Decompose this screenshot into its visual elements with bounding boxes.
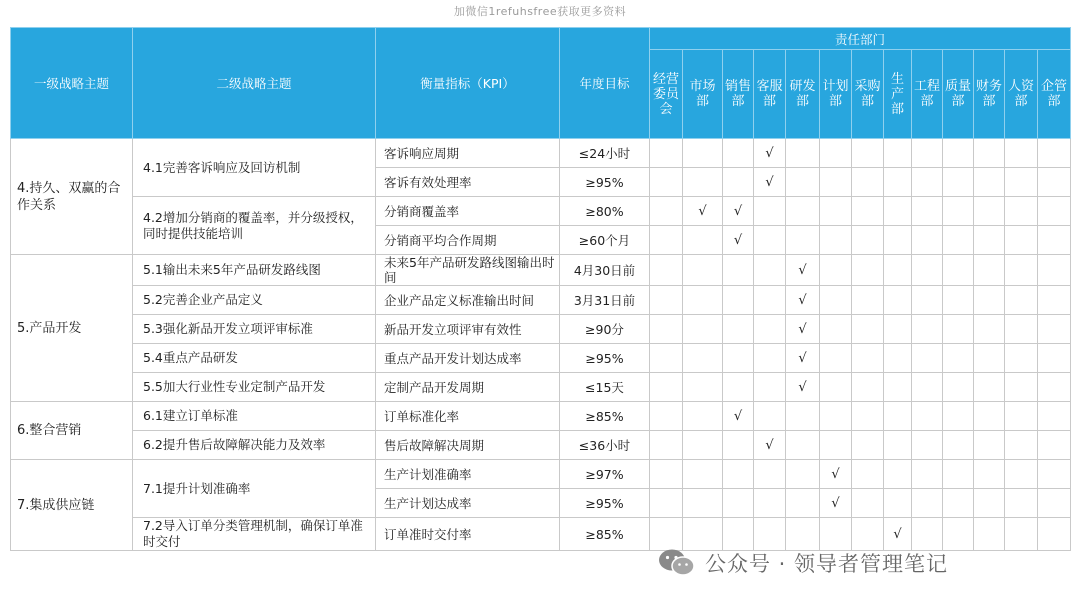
responsibility-cell: [974, 489, 1005, 518]
responsibility-cell: [1005, 255, 1038, 286]
responsibility-cell: [754, 286, 786, 315]
responsibility-cell: [820, 518, 852, 551]
responsibility-cell: [912, 226, 943, 255]
responsibility-cell: [884, 197, 912, 226]
responsibility-cell: [754, 315, 786, 344]
responsibility-cell: [912, 431, 943, 460]
header-dept: 研发部: [786, 50, 820, 139]
responsibility-cell: [820, 139, 852, 168]
table-row: [11, 255, 1071, 286]
responsibility-cell: [723, 489, 754, 518]
table-row: [11, 402, 1071, 431]
responsibility-cell: [884, 168, 912, 197]
responsibility-cell: [1038, 460, 1071, 489]
kpi-cell: 生产计划达成率: [376, 489, 560, 518]
responsibility-cell: [683, 402, 723, 431]
theme2-cell: 5.5加大行业性专业定制产品开发: [133, 373, 376, 402]
responsibility-cell: [912, 315, 943, 344]
responsibility-cell: [683, 255, 723, 286]
responsibility-cell: [786, 139, 820, 168]
responsibility-cell: [820, 286, 852, 315]
strategy-kpi-table: [10, 27, 1071, 551]
responsibility-cell: [650, 286, 683, 315]
responsibility-cell: [820, 315, 852, 344]
responsibility-cell: [650, 226, 683, 255]
kpi-cell: 客诉有效处理率: [376, 168, 560, 197]
responsibility-cell: [912, 286, 943, 315]
theme2-cell: 4.1完善客诉响应及回访机制: [133, 139, 376, 197]
responsibility-cell: [974, 255, 1005, 286]
responsibility-cell: [943, 139, 974, 168]
responsibility-cell: [683, 373, 723, 402]
responsibility-cell: [1005, 226, 1038, 255]
responsibility-cell: [683, 168, 723, 197]
responsibility-cell: [683, 226, 723, 255]
theme2-cell: 4.2增加分销商的覆盖率，并分级授权，同时提供技能培训: [133, 197, 376, 255]
header-dept: 市场部: [683, 50, 723, 139]
responsibility-cell: [820, 373, 852, 402]
responsibility-cell: [943, 489, 974, 518]
responsibility-cell: [1038, 168, 1071, 197]
responsibility-cell: [683, 518, 723, 551]
responsibility-cell: [723, 460, 754, 489]
responsibility-cell: [723, 315, 754, 344]
theme2-cell: 6.2提升售后故障解决能力及效率: [133, 431, 376, 460]
kpi-cell: 分销商平均合作周期: [376, 226, 560, 255]
bottom-watermark-text: 公众号 · 领导者管理笔记: [705, 552, 949, 576]
kpi-cell: 定制产品开发周期: [376, 373, 560, 402]
table-row: [11, 139, 1071, 168]
header-dept: 经营委员会: [650, 50, 683, 139]
theme1-cell: 5.产品开发: [11, 255, 133, 402]
responsibility-cell: [912, 460, 943, 489]
target-cell: ≤15天: [560, 373, 650, 402]
theme2-cell: 7.1提升计划准确率: [133, 460, 376, 518]
responsibility-cell: [754, 489, 786, 518]
responsibility-cell: [912, 402, 943, 431]
responsibility-cell: [974, 518, 1005, 551]
check-mark: √: [683, 197, 723, 226]
responsibility-cell: [683, 315, 723, 344]
header-dept: 质量部: [943, 50, 974, 139]
responsibility-cell: [820, 344, 852, 373]
responsibility-cell: [852, 344, 884, 373]
theme2-cell: 5.2完善企业产品定义: [133, 286, 376, 315]
responsibility-cell: [1038, 344, 1071, 373]
target-cell: ≥97%: [560, 460, 650, 489]
responsibility-cell: [884, 373, 912, 402]
responsibility-cell: [1005, 402, 1038, 431]
responsibility-cell: [820, 197, 852, 226]
responsibility-cell: [943, 460, 974, 489]
responsibility-cell: [754, 197, 786, 226]
responsibility-cell: [974, 168, 1005, 197]
responsibility-cell: [786, 168, 820, 197]
responsibility-cell: [852, 226, 884, 255]
kpi-cell: 企业产品定义标准输出时间: [376, 286, 560, 315]
header-kpi: 衡量指标（KPI）: [376, 28, 560, 139]
check-mark: √: [786, 286, 820, 315]
theme2-cell: 7.2导入订单分类管理机制，确保订单准时交付: [133, 518, 376, 551]
responsibility-cell: [650, 431, 683, 460]
responsibility-cell: [650, 460, 683, 489]
responsibility-cell: [820, 226, 852, 255]
header-dept: 生产部: [884, 50, 912, 139]
responsibility-cell: [912, 373, 943, 402]
kpi-cell: 分销商覆盖率: [376, 197, 560, 226]
responsibility-cell: [820, 168, 852, 197]
responsibility-cell: [723, 286, 754, 315]
theme1-cell: 6.整合营销: [11, 402, 133, 460]
responsibility-cell: [1038, 226, 1071, 255]
responsibility-cell: [683, 460, 723, 489]
header-target: 年度目标: [560, 28, 650, 139]
responsibility-cell: [884, 402, 912, 431]
table-row: [11, 518, 1071, 551]
responsibility-cell: [884, 139, 912, 168]
kpi-cell: 订单准时交付率: [376, 518, 560, 551]
header-theme2: 二级战略主题: [133, 28, 376, 139]
kpi-cell: 重点产品开发计划达成率: [376, 344, 560, 373]
target-cell: ≤24小时: [560, 139, 650, 168]
header-dept: 采购部: [852, 50, 884, 139]
check-mark: √: [723, 402, 754, 431]
responsibility-cell: [974, 197, 1005, 226]
theme2-cell: 5.4重点产品研发: [133, 344, 376, 373]
responsibility-cell: [974, 315, 1005, 344]
responsibility-cell: [943, 344, 974, 373]
responsibility-cell: [884, 344, 912, 373]
target-cell: ≥90分: [560, 315, 650, 344]
responsibility-cell: [754, 518, 786, 551]
responsibility-cell: [650, 315, 683, 344]
header-dept: 计划部: [820, 50, 852, 139]
responsibility-cell: [754, 373, 786, 402]
responsibility-cell: [852, 168, 884, 197]
check-mark: √: [754, 431, 786, 460]
responsibility-cell: [943, 168, 974, 197]
check-mark: √: [754, 139, 786, 168]
responsibility-cell: [884, 460, 912, 489]
responsibility-cell: [974, 402, 1005, 431]
header-dept: 客服部: [754, 50, 786, 139]
responsibility-cell: [754, 226, 786, 255]
responsibility-cell: [852, 286, 884, 315]
check-mark: √: [820, 489, 852, 518]
check-mark: √: [884, 518, 912, 551]
header-dept: 工程部: [912, 50, 943, 139]
responsibility-cell: [974, 344, 1005, 373]
responsibility-cell: [852, 489, 884, 518]
responsibility-cell: [852, 431, 884, 460]
kpi-cell: 未来5年产品研发路线图输出时间: [376, 255, 560, 286]
target-cell: ≥80%: [560, 197, 650, 226]
theme1-cell: 7.集成供应链: [11, 460, 133, 551]
responsibility-cell: [943, 197, 974, 226]
responsibility-cell: [884, 489, 912, 518]
responsibility-cell: [723, 518, 754, 551]
check-mark: √: [723, 226, 754, 255]
table-row: [11, 344, 1071, 373]
responsibility-cell: [852, 373, 884, 402]
kpi-cell: 售后故障解决周期: [376, 431, 560, 460]
responsibility-cell: [1005, 344, 1038, 373]
responsibility-cell: [943, 286, 974, 315]
responsibility-cell: [1005, 286, 1038, 315]
responsibility-cell: [683, 139, 723, 168]
header-dept: 人资部: [1005, 50, 1038, 139]
check-mark: √: [820, 460, 852, 489]
responsibility-cell: [943, 315, 974, 344]
responsibility-cell: [754, 460, 786, 489]
responsibility-cell: [650, 373, 683, 402]
table-row: [11, 197, 1071, 226]
target-cell: ≤36小时: [560, 431, 650, 460]
responsibility-cell: [650, 139, 683, 168]
responsibility-cell: [912, 344, 943, 373]
responsibility-cell: [723, 344, 754, 373]
responsibility-cell: [683, 489, 723, 518]
target-cell: ≥95%: [560, 344, 650, 373]
responsibility-cell: [820, 402, 852, 431]
responsibility-cell: [1005, 431, 1038, 460]
responsibility-cell: [1005, 489, 1038, 518]
top-watermark: 加微信1refuhsfree获取更多资料: [453, 5, 627, 18]
responsibility-cell: [1038, 255, 1071, 286]
responsibility-cell: [723, 431, 754, 460]
responsibility-cell: [786, 197, 820, 226]
check-mark: √: [786, 255, 820, 286]
responsibility-cell: [820, 431, 852, 460]
responsibility-cell: [786, 431, 820, 460]
header-dept: 销售部: [723, 50, 754, 139]
responsibility-cell: [1038, 431, 1071, 460]
responsibility-cell: [1038, 373, 1071, 402]
responsibility-cell: [884, 255, 912, 286]
responsibility-cell: [943, 402, 974, 431]
responsibility-cell: [650, 518, 683, 551]
responsibility-cell: [943, 431, 974, 460]
responsibility-cell: [650, 255, 683, 286]
responsibility-cell: [650, 402, 683, 431]
table-row: [11, 373, 1071, 402]
table-row: [11, 431, 1071, 460]
theme1-cell: 4.持久、双赢的合作关系: [11, 139, 133, 255]
table-row: [11, 286, 1071, 315]
theme2-cell: 5.3强化新品开发立项评审标准: [133, 315, 376, 344]
check-mark: √: [786, 344, 820, 373]
kpi-cell: 客诉响应周期: [376, 139, 560, 168]
responsibility-cell: [754, 402, 786, 431]
responsibility-cell: [786, 489, 820, 518]
responsibility-cell: [852, 139, 884, 168]
responsibility-cell: [1005, 315, 1038, 344]
responsibility-cell: [723, 255, 754, 286]
responsibility-cell: [723, 373, 754, 402]
responsibility-cell: [786, 518, 820, 551]
responsibility-cell: [754, 255, 786, 286]
responsibility-cell: [683, 344, 723, 373]
responsibility-cell: [683, 431, 723, 460]
responsibility-cell: [974, 460, 1005, 489]
responsibility-cell: [786, 460, 820, 489]
responsibility-cell: [1005, 373, 1038, 402]
table-row: [11, 460, 1071, 489]
target-cell: ≥60个月: [560, 226, 650, 255]
responsibility-cell: [1038, 315, 1071, 344]
check-mark: √: [754, 168, 786, 197]
responsibility-cell: [974, 226, 1005, 255]
responsibility-cell: [943, 226, 974, 255]
responsibility-cell: [683, 286, 723, 315]
responsibility-cell: [852, 255, 884, 286]
responsibility-cell: [912, 168, 943, 197]
responsibility-cell: [884, 286, 912, 315]
responsibility-cell: [1005, 460, 1038, 489]
responsibility-cell: [650, 344, 683, 373]
kpi-cell: 订单标准化率: [376, 402, 560, 431]
responsibility-cell: [852, 197, 884, 226]
responsibility-cell: [650, 197, 683, 226]
responsibility-cell: [786, 226, 820, 255]
responsibility-cell: [1005, 518, 1038, 551]
responsibility-cell: [912, 197, 943, 226]
target-cell: ≥85%: [560, 402, 650, 431]
wechat-icon: [657, 548, 697, 578]
responsibility-cell: [754, 344, 786, 373]
target-cell: ≥95%: [560, 168, 650, 197]
target-cell: 3月31日前: [560, 286, 650, 315]
responsibility-cell: [852, 315, 884, 344]
check-mark: √: [786, 373, 820, 402]
target-cell: ≥95%: [560, 489, 650, 518]
target-cell: 4月30日前: [560, 255, 650, 286]
responsibility-cell: [884, 226, 912, 255]
responsibility-cell: [1005, 197, 1038, 226]
header-dept: 财务部: [974, 50, 1005, 139]
responsibility-cell: [974, 431, 1005, 460]
theme2-cell: 5.1输出未来5年产品研发路线图: [133, 255, 376, 286]
responsibility-cell: [943, 255, 974, 286]
header-dept: 企管部: [1038, 50, 1071, 139]
responsibility-cell: [852, 460, 884, 489]
kpi-cell: 生产计划准确率: [376, 460, 560, 489]
kpi-cell: 新品开发立项评审有效性: [376, 315, 560, 344]
responsibility-cell: [1038, 286, 1071, 315]
responsibility-cell: [723, 139, 754, 168]
responsibility-cell: [1038, 197, 1071, 226]
target-cell: ≥85%: [560, 518, 650, 551]
responsibility-cell: [852, 402, 884, 431]
responsibility-cell: [650, 489, 683, 518]
responsibility-cell: [852, 518, 884, 551]
check-mark: √: [786, 315, 820, 344]
responsibility-cell: [1038, 139, 1071, 168]
header-dept-group: 责任部门: [650, 28, 1071, 50]
check-mark: √: [723, 197, 754, 226]
responsibility-cell: [820, 255, 852, 286]
responsibility-cell: [912, 139, 943, 168]
responsibility-cell: [1038, 489, 1071, 518]
responsibility-cell: [1005, 168, 1038, 197]
responsibility-cell: [884, 315, 912, 344]
responsibility-cell: [786, 402, 820, 431]
responsibility-cell: [884, 431, 912, 460]
responsibility-cell: [974, 139, 1005, 168]
table-row: [11, 315, 1071, 344]
responsibility-cell: [650, 168, 683, 197]
theme2-cell: 6.1建立订单标准: [133, 402, 376, 431]
responsibility-cell: [974, 286, 1005, 315]
responsibility-cell: [723, 168, 754, 197]
responsibility-cell: [912, 518, 943, 551]
responsibility-cell: [1005, 139, 1038, 168]
responsibility-cell: [974, 373, 1005, 402]
responsibility-cell: [1038, 518, 1071, 551]
responsibility-cell: [912, 489, 943, 518]
header-theme1: 一级战略主题: [11, 28, 133, 139]
responsibility-cell: [1038, 402, 1071, 431]
responsibility-cell: [943, 373, 974, 402]
responsibility-cell: [943, 518, 974, 551]
responsibility-cell: [912, 255, 943, 286]
